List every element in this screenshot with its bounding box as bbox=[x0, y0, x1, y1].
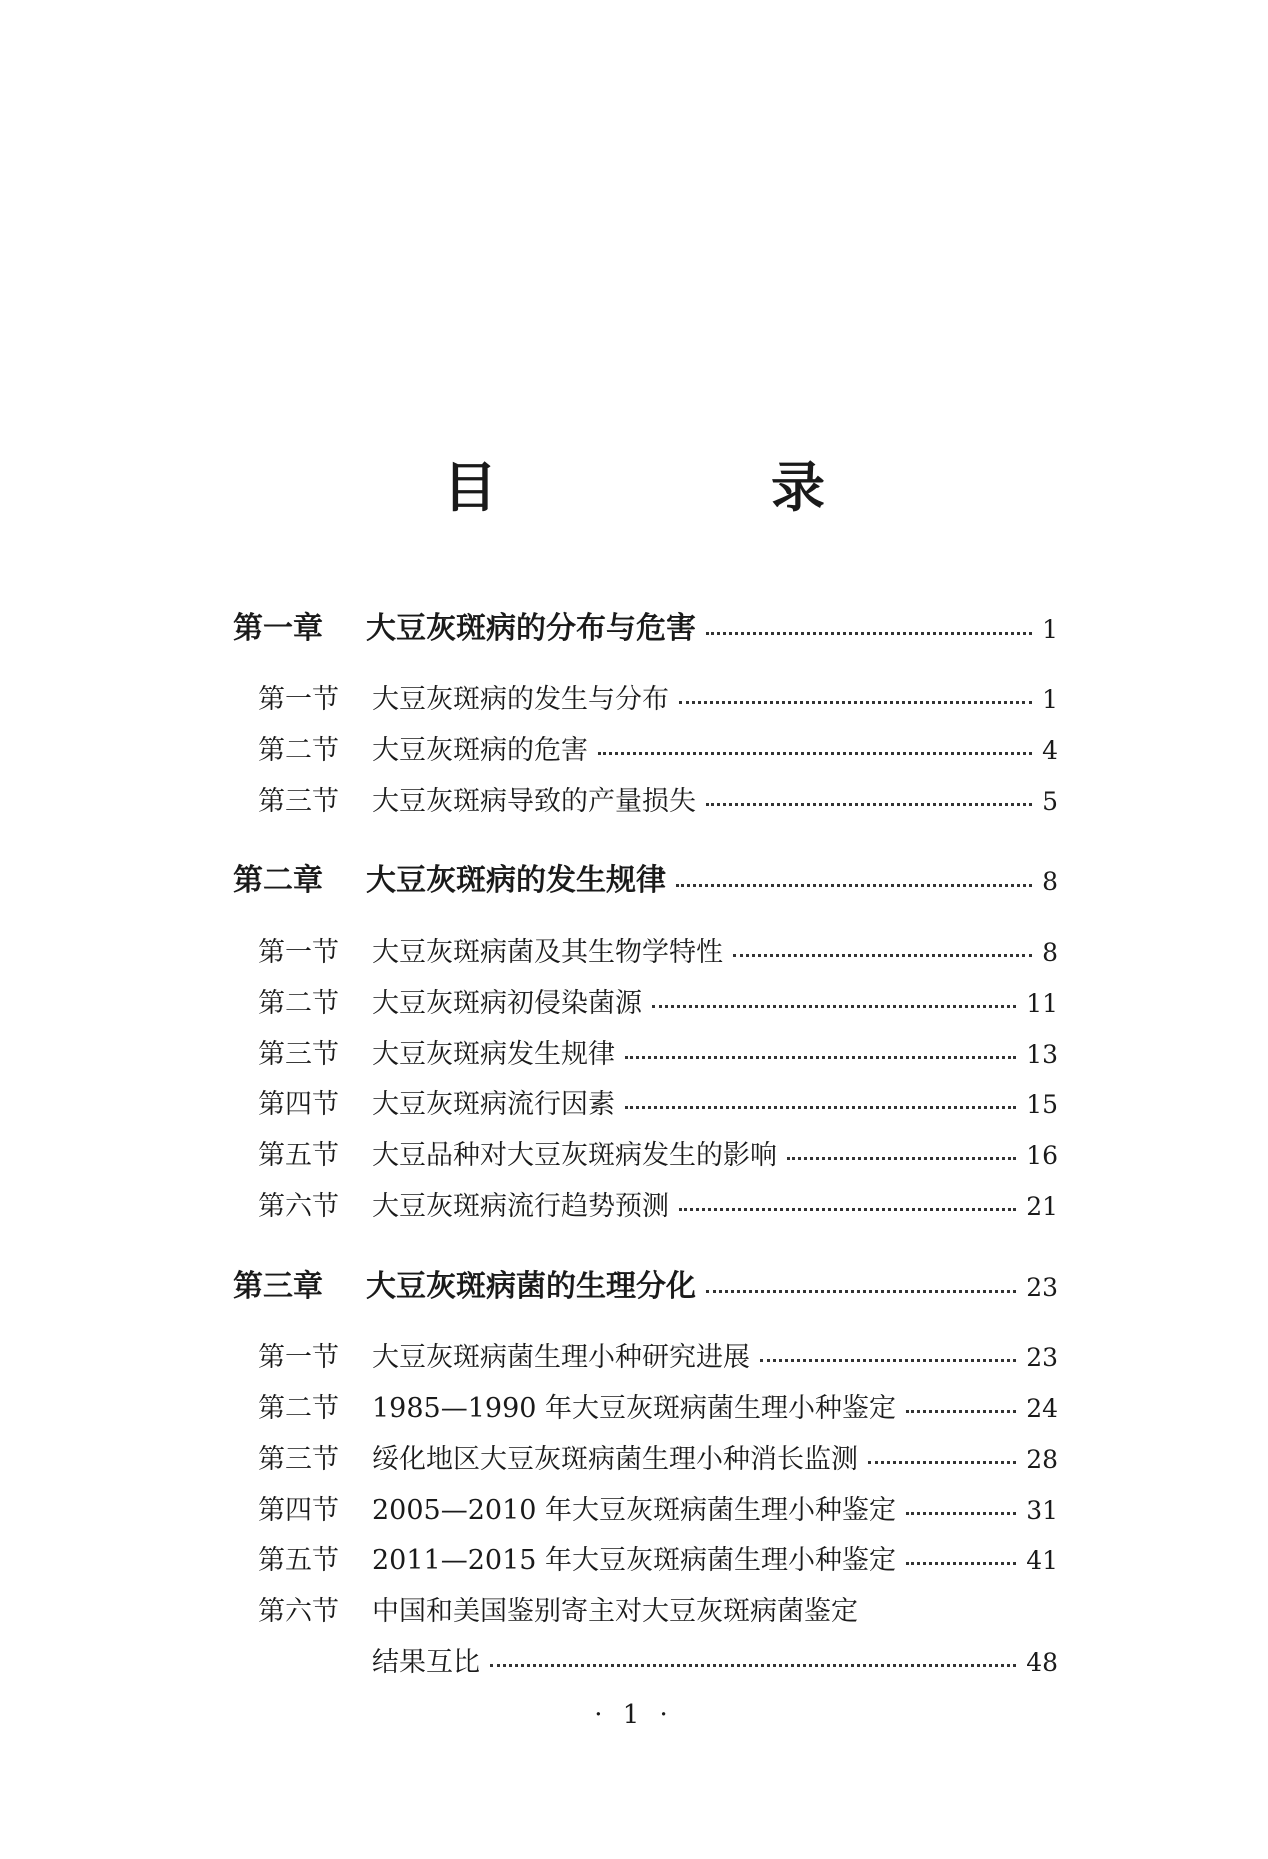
leader-dots bbox=[676, 884, 1032, 887]
section-number: 第三节 bbox=[258, 786, 339, 817]
toc-section[interactable] bbox=[258, 1386, 1058, 1425]
section-title: 大豆灰斑病菌生理小种研究进展 bbox=[372, 1342, 750, 1373]
toc-section[interactable] bbox=[258, 1335, 1058, 1374]
section-page: 8 bbox=[1042, 938, 1058, 967]
leader-dots bbox=[490, 1664, 1016, 1667]
chapter-page: 1 bbox=[1042, 615, 1058, 644]
leader-dots bbox=[706, 803, 1032, 806]
section-page: 23 bbox=[1026, 1343, 1058, 1372]
section-number: 第四节 bbox=[258, 1495, 339, 1526]
section-title: 大豆灰斑病的危害 bbox=[372, 735, 588, 766]
toc-section[interactable] bbox=[258, 1184, 1058, 1223]
toc-chapter-3[interactable] bbox=[233, 1261, 1058, 1305]
section-page: 1 bbox=[1042, 685, 1058, 714]
toc-section[interactable] bbox=[258, 930, 1058, 969]
section-page: 15 bbox=[1026, 1090, 1058, 1119]
section-number: 第三节 bbox=[258, 1039, 339, 1070]
leader-dots bbox=[679, 1208, 1016, 1211]
section-page: 13 bbox=[1026, 1040, 1058, 1069]
toc-section[interactable] bbox=[258, 1032, 1058, 1071]
section-number: 第二节 bbox=[258, 735, 339, 766]
section-number: 第四节 bbox=[258, 1089, 339, 1120]
toc-section[interactable] bbox=[258, 981, 1058, 1020]
leader-dots bbox=[706, 1290, 1016, 1293]
section-title: 1985—1990 年大豆灰斑病菌生理小种鉴定 bbox=[372, 1393, 897, 1424]
chapter-number: 第二章 bbox=[233, 863, 323, 898]
section-title: 大豆品种对大豆灰斑病发生的影响 bbox=[372, 1140, 777, 1171]
section-page: 16 bbox=[1026, 1141, 1058, 1170]
toc-section[interactable] bbox=[258, 1538, 1058, 1577]
section-number: 第五节 bbox=[258, 1140, 339, 1171]
leader-dots bbox=[598, 752, 1032, 755]
section-title: 大豆灰斑病流行趋势预测 bbox=[372, 1191, 669, 1222]
page-number: · 1 · bbox=[594, 1700, 674, 1730]
chapter-page: 23 bbox=[1026, 1273, 1058, 1302]
section-title: 大豆灰斑病流行因素 bbox=[372, 1089, 615, 1120]
section-page: 41 bbox=[1026, 1546, 1058, 1575]
toc-section[interactable] bbox=[258, 677, 1058, 716]
section-title: 2011—2015 年大豆灰斑病菌生理小种鉴定 bbox=[372, 1545, 897, 1576]
toc-section[interactable] bbox=[258, 1488, 1058, 1527]
section-number: 第一节 bbox=[258, 1342, 339, 1373]
section-page: 4 bbox=[1042, 736, 1058, 765]
section-title: 大豆灰斑病的发生与分布 bbox=[372, 684, 669, 715]
section-page: 24 bbox=[1026, 1394, 1058, 1423]
leader-dots bbox=[787, 1157, 1016, 1160]
section-title: 2005—2010 年大豆灰斑病菌生理小种鉴定 bbox=[372, 1495, 897, 1526]
toc-chapter-2[interactable] bbox=[233, 855, 1058, 899]
chapter-number: 第一章 bbox=[233, 611, 323, 646]
toc-section-continuation[interactable] bbox=[372, 1640, 1058, 1679]
section-number: 第二节 bbox=[258, 988, 339, 1019]
section-page: 21 bbox=[1026, 1192, 1058, 1221]
toc-section[interactable] bbox=[258, 1589, 1058, 1628]
chapter-number: 第三章 bbox=[233, 1269, 323, 1304]
chapter-title: 大豆灰斑病菌的生理分化 bbox=[366, 1269, 696, 1304]
toc-chapter-1[interactable] bbox=[233, 603, 1058, 647]
leader-dots bbox=[625, 1056, 1016, 1059]
leader-dots bbox=[906, 1410, 1016, 1413]
section-number: 第六节 bbox=[258, 1596, 339, 1627]
section-number: 第一节 bbox=[258, 684, 339, 715]
leader-dots bbox=[706, 632, 1032, 635]
section-page: 11 bbox=[1026, 989, 1058, 1018]
chapter-title: 大豆灰斑病的发生规律 bbox=[366, 863, 666, 898]
leader-dots bbox=[906, 1512, 1016, 1515]
toc-section[interactable] bbox=[258, 1133, 1058, 1172]
leader-dots bbox=[733, 954, 1032, 957]
toc-title: 目 录 bbox=[443, 456, 935, 519]
chapter-page: 8 bbox=[1042, 867, 1058, 896]
section-title-continued: 结果互比 bbox=[372, 1647, 480, 1678]
toc-section[interactable] bbox=[258, 1082, 1058, 1121]
section-number: 第三节 bbox=[258, 1444, 339, 1475]
section-page: 31 bbox=[1026, 1496, 1058, 1525]
section-title: 中国和美国鉴别寄主对大豆灰斑病菌鉴定 bbox=[372, 1596, 858, 1627]
leader-dots bbox=[868, 1461, 1016, 1464]
section-number: 第二节 bbox=[258, 1393, 339, 1424]
chapter-title: 大豆灰斑病的分布与危害 bbox=[366, 611, 696, 646]
toc-section[interactable] bbox=[258, 1437, 1058, 1476]
section-title: 大豆灰斑病菌及其生物学特性 bbox=[372, 937, 723, 968]
section-page: 5 bbox=[1042, 787, 1058, 816]
section-title: 大豆灰斑病初侵染菌源 bbox=[372, 988, 642, 1019]
leader-dots bbox=[679, 701, 1032, 704]
leader-dots bbox=[625, 1106, 1016, 1109]
leader-dots bbox=[760, 1359, 1016, 1362]
section-number: 第六节 bbox=[258, 1191, 339, 1222]
section-title: 大豆灰斑病导致的产量损失 bbox=[372, 786, 696, 817]
section-number: 第一节 bbox=[258, 937, 339, 968]
leader-dots bbox=[906, 1562, 1016, 1565]
section-title: 绥化地区大豆灰斑病菌生理小种消长监测 bbox=[372, 1444, 858, 1475]
section-page: 28 bbox=[1026, 1445, 1058, 1474]
section-title: 大豆灰斑病发生规律 bbox=[372, 1039, 615, 1070]
section-number: 第五节 bbox=[258, 1545, 339, 1576]
toc-section[interactable] bbox=[258, 728, 1058, 767]
toc-section[interactable] bbox=[258, 779, 1058, 818]
section-page: 48 bbox=[1026, 1648, 1058, 1677]
leader-dots bbox=[652, 1005, 1016, 1008]
